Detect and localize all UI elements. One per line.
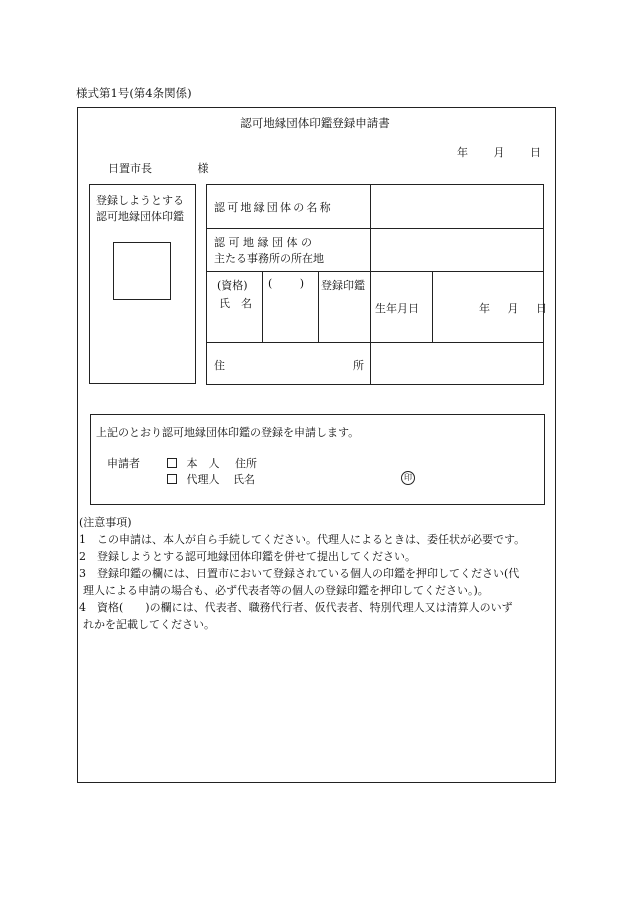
note-item-4: 4 資格( )の欄には、代表者、職務代行者、仮代表者、特別代理人又は清算人のいず [79, 601, 513, 614]
form-title: 認可地縁団体印鑑登録申請書 [240, 116, 390, 130]
date-day: 日 [530, 146, 541, 159]
seal-mark-icon: 印 [401, 471, 415, 485]
birth-day: 日 [536, 302, 547, 315]
registered-seal-label: 登録印鑑 [321, 279, 365, 292]
note-item-1: 1 この申請は、本人が自ら手続してください。代理人によるときは、委任状が必要です。 [79, 533, 526, 546]
application-statement-text: 上記のとおり認可地縁団体印鑑の登録を申請します。 [96, 426, 360, 439]
representative-label [217, 277, 252, 313]
birth-month: 月 [507, 302, 519, 315]
applicant-info-table [206, 184, 547, 385]
notes-section [79, 514, 559, 633]
date-month: 月 [493, 146, 505, 159]
addressee [108, 160, 209, 176]
addressee-honorific: 様 [197, 162, 209, 175]
address-field[interactable] [377, 347, 537, 379]
option-agent-label: 代理人 [186, 473, 220, 486]
note-item-3-continued: 理人による申請の場合も、必ず代表者等の個人の登録印鑑を押印してください。)。 [83, 584, 489, 597]
addressee-name: 日置市長 [108, 162, 152, 175]
table-row-divider-3 [207, 342, 543, 343]
address-label-left: 住 [214, 359, 225, 372]
date-year: 年 [457, 146, 468, 159]
birthdate-label: 生年月日 [375, 302, 419, 315]
office-address-field[interactable] [377, 232, 537, 268]
seal-impression-area[interactable] [113, 242, 171, 300]
table-row-divider-1 [207, 228, 543, 229]
office-address-label-line2: 主たる事務所の所在地 [214, 252, 324, 265]
qualification-paren-open: ( [268, 277, 273, 290]
application-statement-box [90, 414, 545, 505]
table-divider-main [370, 185, 371, 384]
seal-box-caption-line1: 登録しようとする [96, 194, 184, 207]
birth-year: 年 [479, 302, 490, 315]
org-name-field[interactable] [377, 189, 537, 225]
association-seal-box [89, 184, 196, 384]
qualification-label: (資格) [217, 279, 248, 292]
table-divider-qualification [262, 271, 263, 342]
seal-box-caption [96, 193, 184, 225]
option-self-label: 本 人 [186, 457, 220, 470]
applicant-label: 申請者 [107, 457, 140, 470]
note-item-2: 2 登録しようとする認可地縁団体印鑑を併せて提出してください。 [79, 550, 416, 563]
self-checkbox[interactable] [167, 458, 177, 468]
birthdate-field[interactable] [479, 300, 547, 316]
table-row-divider-2 [207, 271, 543, 272]
option-self-field-label: 住所 [235, 457, 257, 470]
note-item-3: 3 登録印鑑の欄には、日置市において登録されている個人の印鑑を押印してください(代 [79, 567, 520, 580]
seal-box-caption-line2: 認可地縁団体印鑑 [96, 210, 184, 223]
table-divider-birthdate [432, 271, 433, 342]
agent-checkbox[interactable] [167, 474, 177, 484]
qualification-paren-close: ) [299, 277, 305, 290]
form-number-label: 様式第1号(第4条関係) [76, 86, 192, 100]
option-agent-row [167, 471, 255, 487]
office-address-label [214, 235, 324, 267]
name-label: 氏 名 [219, 297, 252, 310]
application-date [457, 144, 541, 160]
address-label-right: 所 [353, 359, 364, 372]
notes-heading: (注意事項) [79, 516, 132, 529]
note-item-4-continued: れかを記載してください。 [83, 618, 215, 631]
qualification-field[interactable] [268, 277, 304, 290]
org-name-label: 認可地縁団体の名称 [214, 201, 333, 214]
option-agent-field-label: 氏名 [233, 473, 255, 486]
option-self-row [167, 455, 257, 471]
office-address-label-line1: 認 可 地 縁 団 体 の [214, 236, 312, 249]
